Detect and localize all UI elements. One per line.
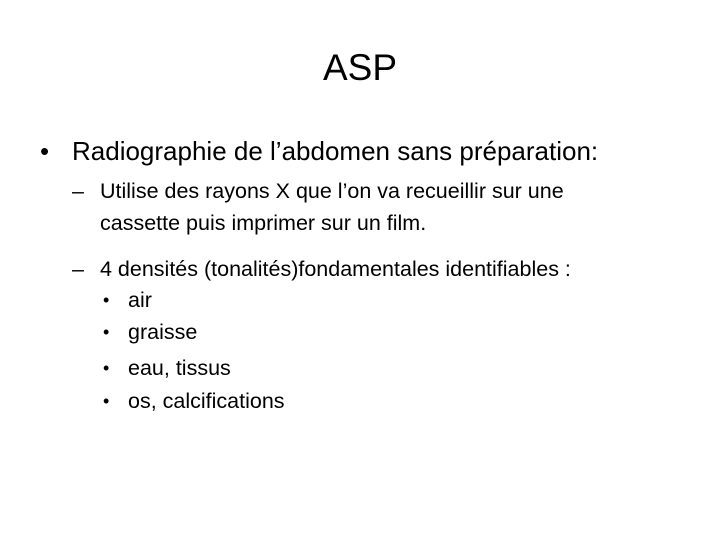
subbullet-1-line1: Utilise des rayons X que l’on va recueillir sur une bbox=[100, 179, 564, 203]
dash-mark: – bbox=[72, 179, 84, 203]
bullet-mark: • bbox=[103, 358, 110, 378]
slide-title: ASP bbox=[322, 47, 398, 88]
bullet-mark: • bbox=[103, 290, 110, 310]
subbullet-1 bbox=[72, 177, 692, 237]
bullet-mark: • bbox=[103, 391, 110, 411]
density-item-text: eau, tissus bbox=[128, 356, 231, 380]
dash-mark: – bbox=[72, 257, 84, 281]
bullet-text: Radiographie de l’abdomen sans préparation: bbox=[72, 136, 599, 166]
subbullet-2 bbox=[72, 255, 692, 285]
subbullet-2-line1: 4 densités (tonalités)fondamentales identifiables : bbox=[100, 257, 571, 281]
density-item-text: air bbox=[128, 288, 152, 312]
bullet-mark: • bbox=[103, 322, 110, 342]
density-item-text: graisse bbox=[128, 320, 198, 344]
subbullet-1-line2: cassette puis imprimer sur un film. bbox=[100, 211, 427, 235]
bullet-mark: • bbox=[40, 136, 50, 166]
density-item-text: os, calcifications bbox=[128, 389, 285, 413]
